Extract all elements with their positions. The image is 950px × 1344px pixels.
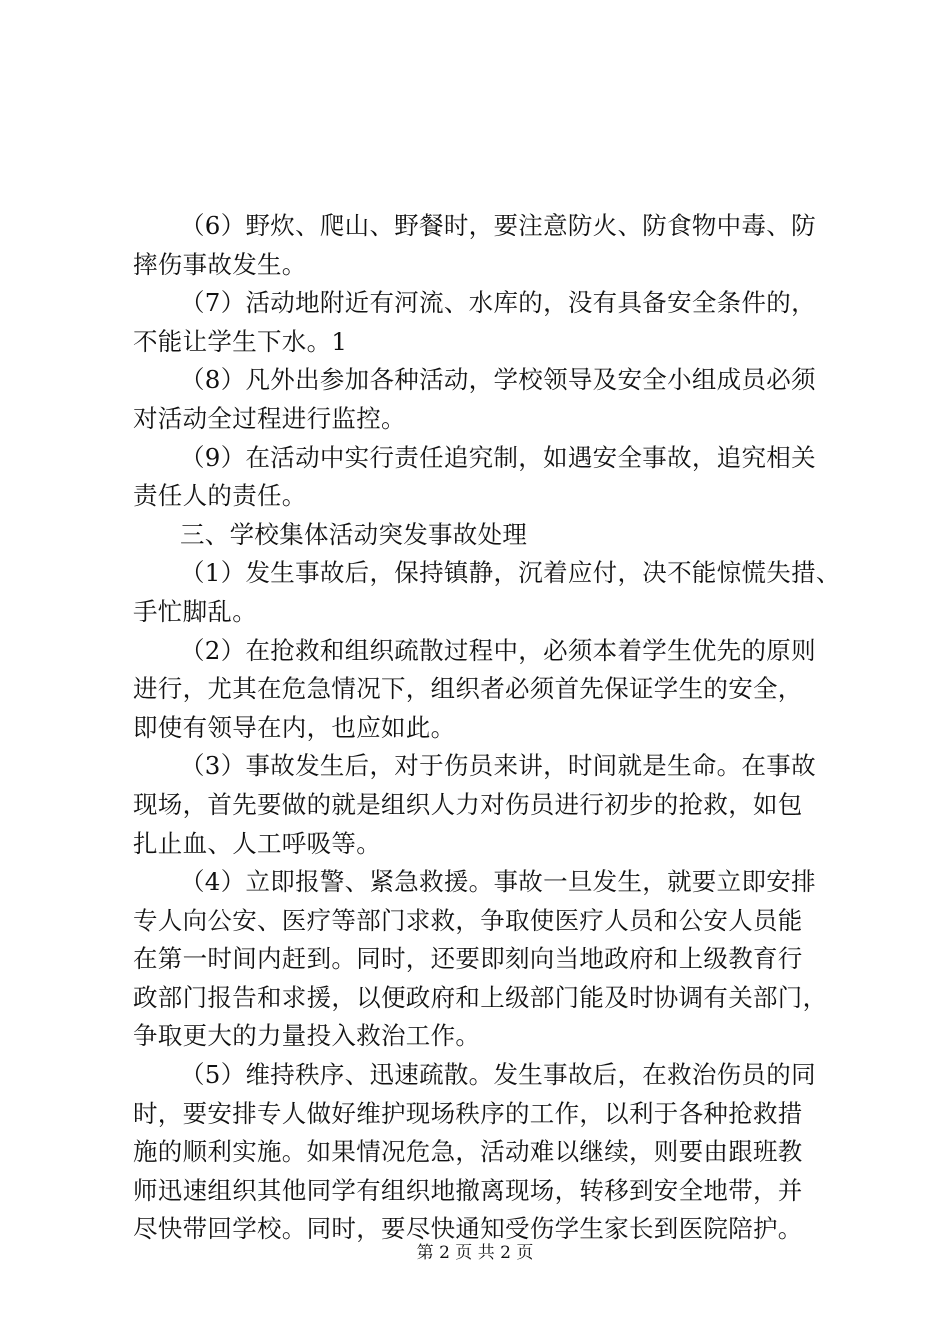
paragraph-line: 手忙脚乱。 (133, 596, 257, 626)
document-body (133, 207, 841, 1249)
paragraph-line: 尽快带回学校。同时，要尽快通知受伤学生家长到医院陪护。 (133, 1214, 803, 1244)
paragraph-first-line: （6）野炊、爬山、野餐时，要注意防火、防食物中毒、防 (180, 211, 816, 240)
paragraph-first-line: （9）在活动中实行责任追究制，如遇安全事故，追究相关 (180, 442, 816, 472)
paragraph-line: 进行，尤其在危急情况下，组织者必须首先保证学生的安全， (133, 674, 803, 704)
paragraph-line: 施的顺利实施。如果情况危急，活动难以继续，则要由跟班教 (133, 1137, 803, 1167)
paragraph-first-line: （5）维持秩序、迅速疏散。发生事故后，在救治伤员的同 (180, 1060, 816, 1090)
paragraph-first-line: （8）凡外出参加各种活动，学校领导及安全小组成员必须 (180, 365, 816, 395)
paragraph-line: 专人向公安、医疗等部门求救，争取使医疗人员和公安人员能 (133, 905, 803, 935)
paragraph-line: 师迅速组织其他同学有组织地撤离现场，转移到安全地带，并 (133, 1175, 803, 1205)
paragraph-first-line: （7）活动地附近有河流、水库的，没有具备安全条件的， (180, 288, 816, 318)
paragraph-first-line: （1）发生事故后，保持镇静，沉着应付，决不能惊慌失措、 (180, 558, 841, 588)
paragraph-line: 政部门报告和求援，以便政府和上级部门能及时协调有关部门， (133, 982, 828, 1012)
paragraph-first-line: （4）立即报警、紧急救援。事故一旦发生，就要立即安排 (180, 867, 816, 897)
paragraph-line: 对活动全过程进行监控。 (133, 403, 406, 433)
paragraph-line: 摔伤事故发生。 (133, 249, 307, 279)
paragraph-line: 不能让学生下水。1 (133, 326, 348, 356)
paragraph-line: 责任人的责任。 (133, 481, 307, 511)
paragraph-line: 扎止血、人工呼吸等。 (133, 828, 381, 858)
page-footer: 第 2 页 共 2 页 (416, 1243, 534, 1263)
paragraph-line: 时，要安排专人做好维护现场秩序的工作，以利于各种抢救措 (133, 1098, 803, 1128)
paragraph-line: 在第一时间内赶到。同时，还要即刻向当地政府和上级教育行 (133, 944, 803, 974)
paragraph-line: 即使有领导在内，也应如此。 (133, 712, 456, 742)
paragraph-first-line: 三、学校集体活动突发事故处理 (180, 519, 528, 549)
paragraph-first-line: （3）事故发生后，对于伤员来讲，时间就是生命。在事故 (180, 751, 816, 781)
paragraph-first-line: （2）在抢救和组织疏散过程中，必须本着学生优先的原则 (180, 635, 816, 665)
paragraph-line: 现场，首先要做的就是组织人力对伤员进行初步的抢救，如包 (133, 789, 803, 819)
paragraph-line: 争取更大的力量投入救治工作。 (133, 1021, 481, 1051)
